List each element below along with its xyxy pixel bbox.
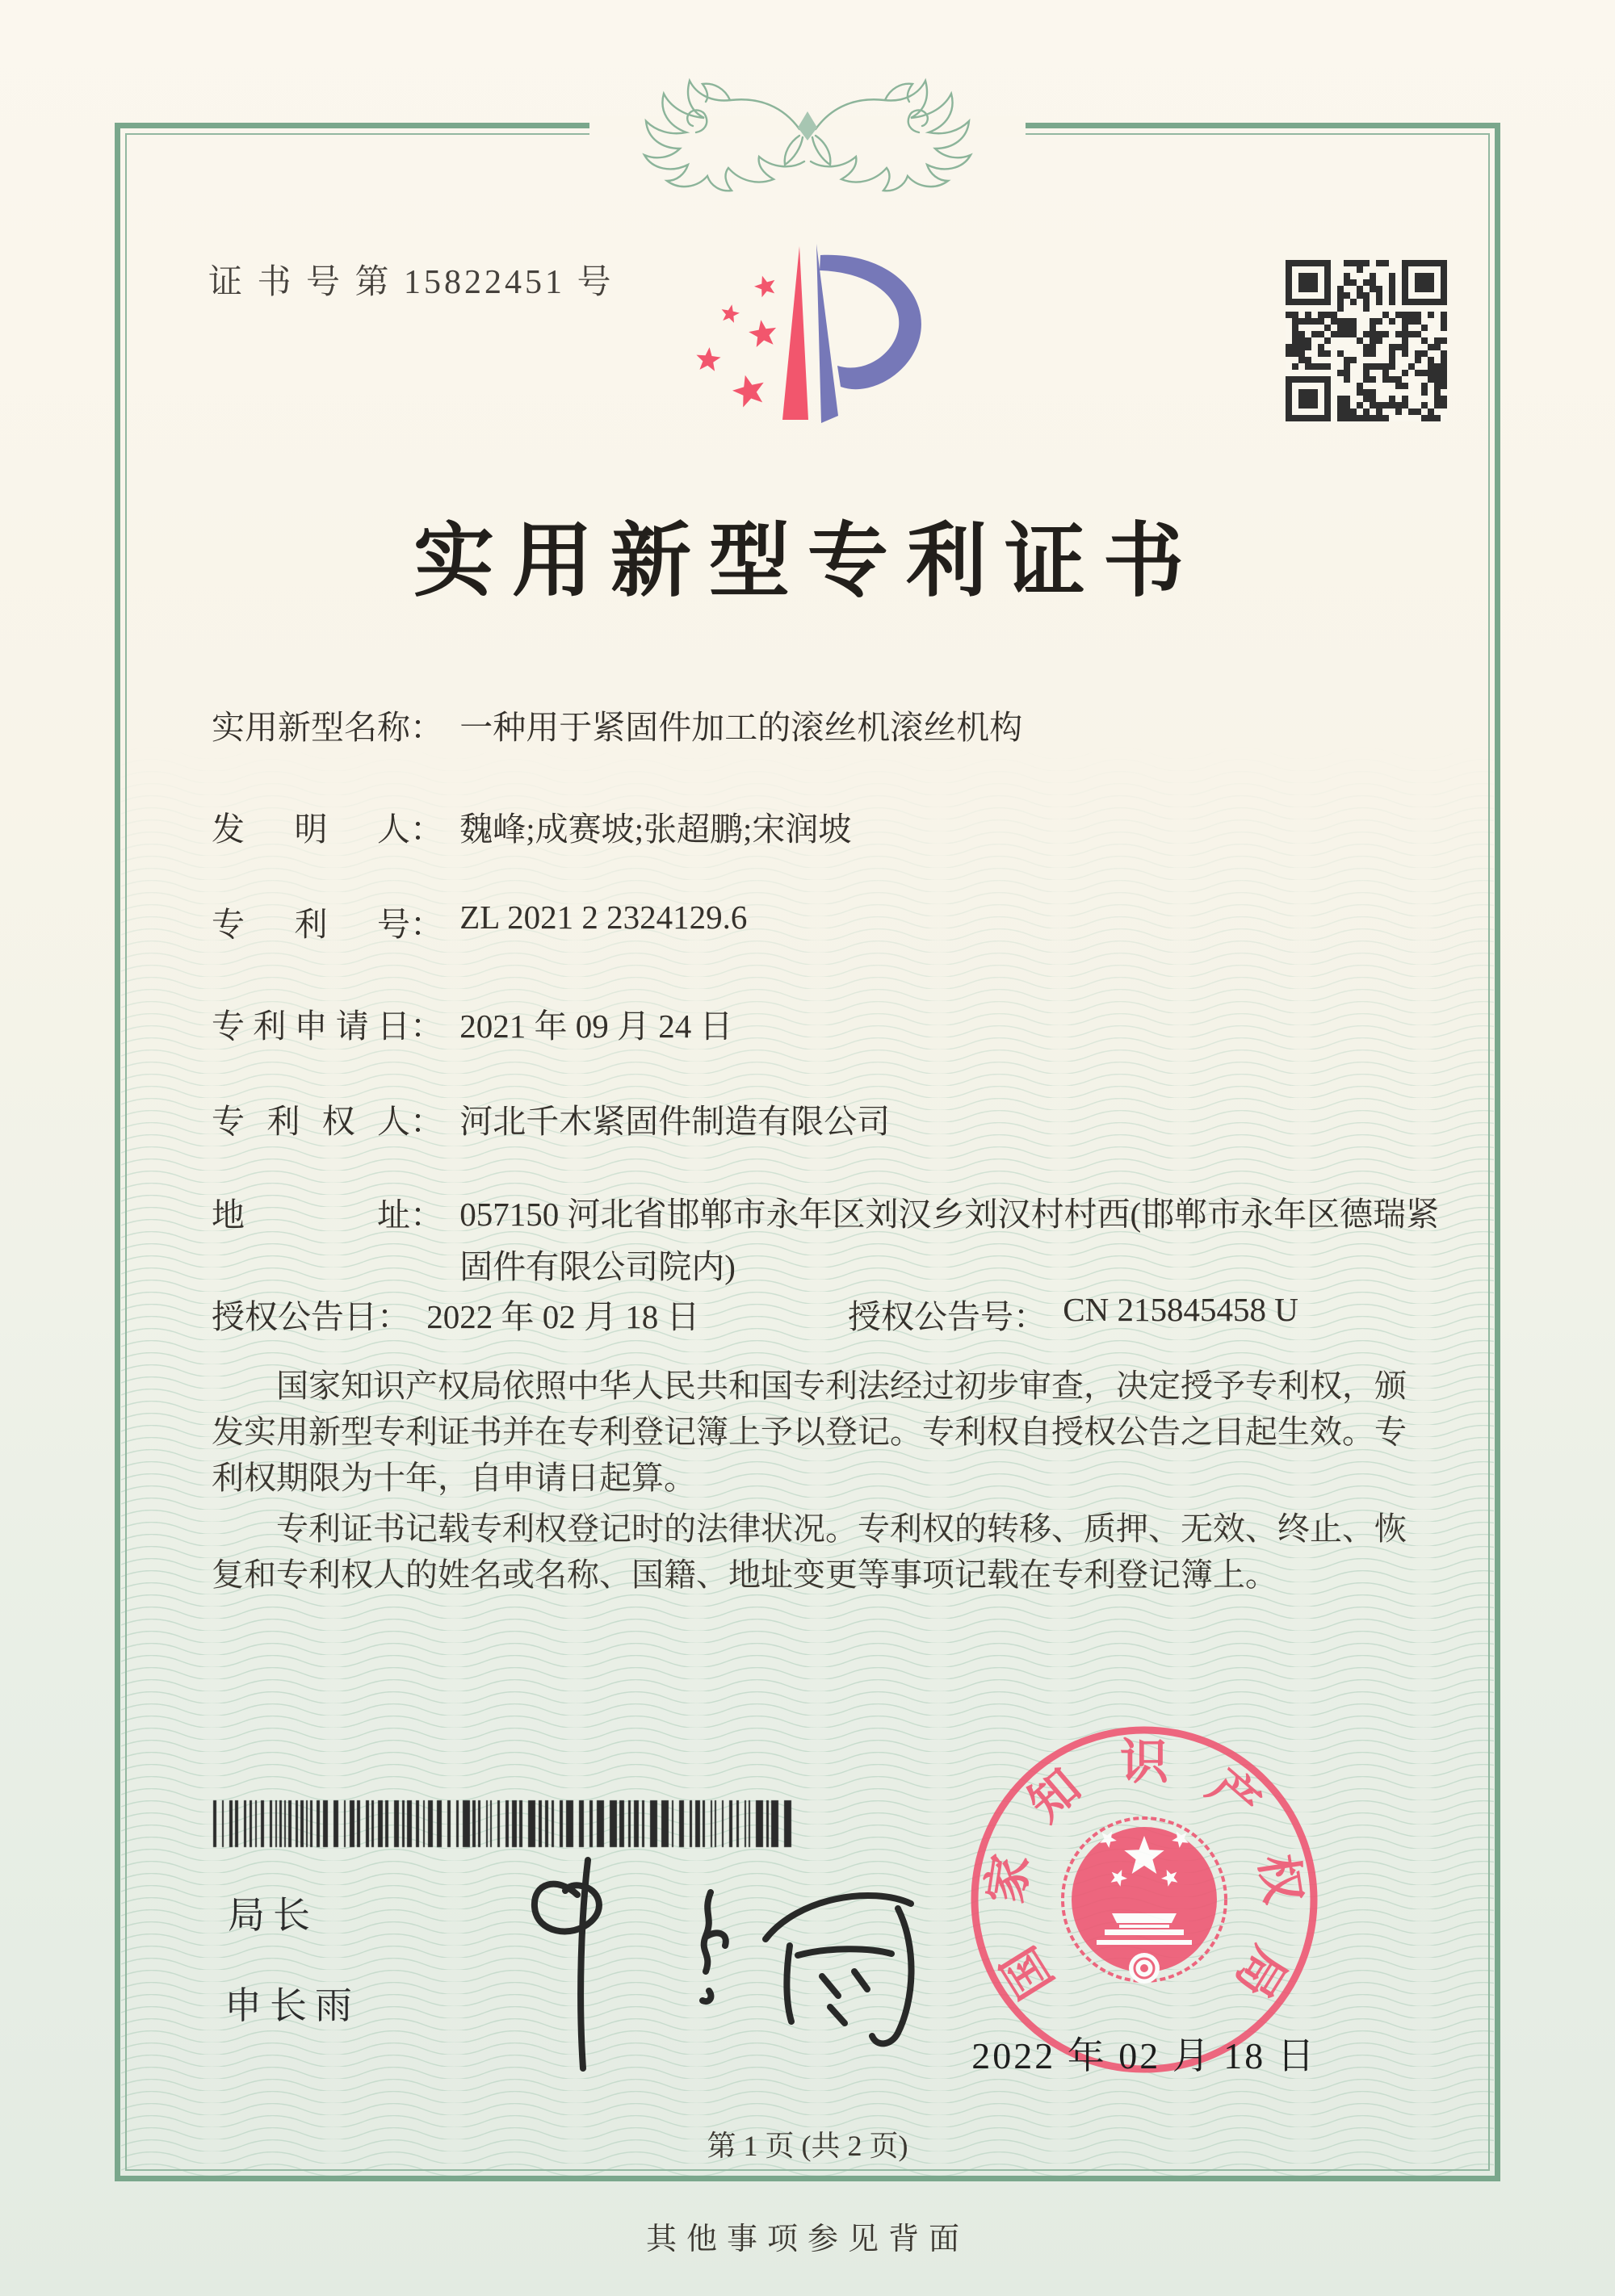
legal-paragraph: 国家知识产权局依照中华人民共和国专利法经过初步审查，决定授予专利权，颁发实用新型专利证书并在专利登记簿上予以登记。专利权自授权公告之日起生效。专利权期限为十年，自申请日起算。 — [212, 1368, 1407, 1496]
field-value: 魏峰;成赛坡;张超鹏;宋润坡 — [459, 811, 852, 848]
svg-text:国: 国 — [992, 1938, 1063, 2008]
svg-text:识: 识 — [1120, 1736, 1168, 1789]
back-note: 其他事项参见背面 — [645, 2223, 969, 2256]
field-address: 地址： 057150 河北省邯郸市永年区刘汉乡刘汉村村西(邯郸市永年区德瑞紧固件有限公司院内) — [212, 1188, 1451, 1293]
field-label: 专利申请日 — [212, 1008, 410, 1045]
field-patent-number: 专利号： ZL 2021 2 2324129.6 — [212, 898, 747, 945]
svg-text:家: 家 — [978, 1850, 1039, 1908]
cnipa-logo-icon — [662, 208, 985, 475]
svg-text:权: 权 — [1249, 1850, 1311, 1908]
certificate-title: 实用新型专利证书 — [413, 517, 1202, 606]
field-label: 发明人 — [212, 811, 410, 848]
field-label: 专利号 — [212, 906, 410, 943]
legal-text — [212, 1363, 1427, 1603]
field-label: 授权公告号 — [848, 1298, 1013, 1335]
field-value: 一种用于紧固件加工的滚丝机滚丝机构 — [459, 709, 1023, 746]
field-value: 2021 年 09 月 24 日 — [459, 1008, 733, 1045]
page-number: 第 1 页 (共 2 页) — [707, 2130, 908, 2162]
field-patentee: 专利权人： 河北千木紧固件制造有限公司 — [212, 1095, 890, 1142]
svg-text:产: 产 — [1198, 1759, 1270, 1832]
field-label: 地址 — [212, 1196, 410, 1234]
qr-code — [1286, 260, 1447, 421]
field-grant-row: 授权公告日： 2022 年 02 月 18 日 授权公告号： CN 215845458 U — [212, 1290, 700, 1338]
field-label: 授权公告日 — [212, 1298, 377, 1335]
field-inventors: 发明人： 魏峰;成赛坡;张超鹏;宋润坡 — [212, 802, 851, 850]
certificate-number: 证 书 号 第 15822451 号 — [208, 264, 615, 301]
field-value: 河北千木紧固件制造有限公司 — [459, 1103, 891, 1140]
svg-text:知: 知 — [1018, 1759, 1091, 1832]
field-grant-number: 授权公告号： CN 215845458 U — [848, 1290, 1298, 1338]
field-value: CN 215845458 U — [1063, 1291, 1298, 1328]
seal-date: 2022 年 02 月 18 日 — [971, 2035, 1317, 2076]
legal-paragraph: 专利证书记载专利权登记时的法律状况。专利权的转移、质押、无效、终止、恢复和专利权人的姓名或名称、国籍、地址变更等事项记载在专利登记簿上。 — [212, 1510, 1407, 1593]
field-label: 实用新型名称 — [212, 709, 410, 746]
commissioner-name: 申长雨 — [224, 1985, 360, 2026]
field-value: 057150 河北省邯郸市永年区刘汉乡刘汉村村西(邯郸市永年区德瑞紧固件有限公司院内) — [459, 1196, 1440, 1285]
field-filing-date: 专利申请日： 2021 年 09 月 24 日 — [212, 999, 733, 1047]
field-value: 2022 年 02 月 18 日 — [426, 1298, 700, 1335]
commissioner-title: 局长 — [228, 1895, 318, 1936]
shen-changyu-signature-icon — [468, 1818, 937, 2084]
svg-text:局: 局 — [1225, 1938, 1297, 2008]
field-value: ZL 2021 2 2324129.6 — [459, 899, 748, 936]
field-label: 专利权人 — [212, 1103, 410, 1140]
field-utility-model-name: 实用新型名称： 一种用于紧固件加工的滚丝机滚丝机构 — [212, 701, 1022, 748]
